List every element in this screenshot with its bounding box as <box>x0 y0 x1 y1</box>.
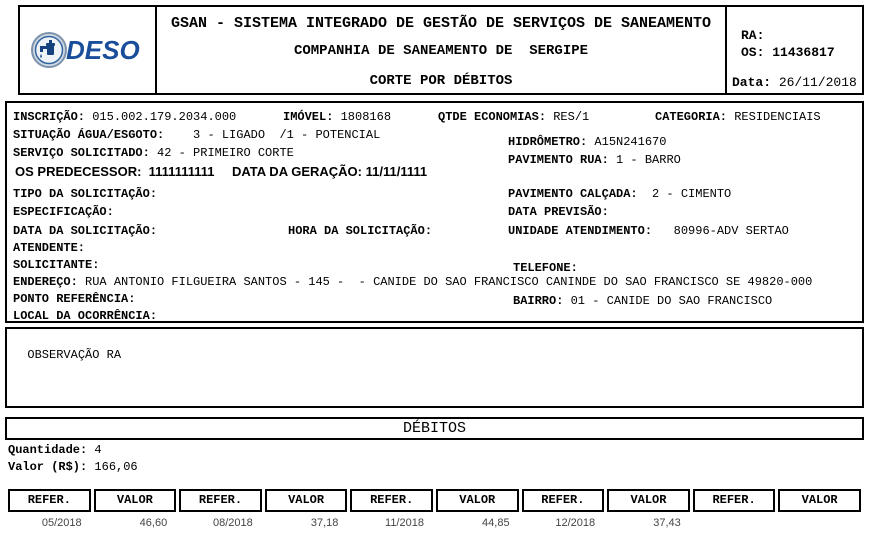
debitos-col-header: VALOR <box>436 489 519 512</box>
unidade-label: UNIDADE ATENDIMENTO: <box>508 224 660 238</box>
servico-value: 42 - PRIMEIRO CORTE <box>157 146 294 160</box>
debitos-cell: 12/2018 <box>555 517 596 529</box>
system-title: GSAN - SISTEMA INTEGRADO DE GESTÃO DE SERVIÇOS DE SANEAMENTO <box>170 15 712 32</box>
field-tipo-solicitacao <box>13 187 164 201</box>
bairro-label: BAIRRO: <box>513 294 571 308</box>
field-hora-solicitacao <box>288 224 439 238</box>
especificacao-label: ESPECIFICAÇÃO: <box>13 205 122 219</box>
endereco-label: ENDEREÇO: <box>13 275 86 289</box>
field-pavimento-calcada <box>508 187 731 201</box>
situacao-value: 3 - LIGADO /1 - POTENCIAL <box>171 128 381 142</box>
data-geracao-label: DATA DA GERAÇÃO: <box>232 164 366 179</box>
pavimento-calcada-label: PAVIMENTO CALÇADA: <box>508 187 645 201</box>
field-servico <box>13 146 294 160</box>
field-local-ocorrencia <box>13 309 164 323</box>
debitos-cell: 46,60 <box>139 517 168 529</box>
service-order-info <box>5 101 864 323</box>
logo-wordmark: DESO <box>65 35 140 65</box>
servico-label: SERVIÇO SOLICITADO: <box>13 146 158 160</box>
debitos-col-header: REFER. <box>522 489 605 512</box>
field-imovel <box>283 110 391 124</box>
field-data-solicitacao <box>13 224 164 238</box>
hidrometro-value: A15N241670 <box>594 135 667 149</box>
debitos-table-header-row <box>8 489 861 512</box>
os-predecessor-label: OS PREDECESSOR: <box>15 164 149 179</box>
valor-value: 166,06 <box>94 460 138 474</box>
debitos-col-header: REFER. <box>350 489 433 512</box>
os-number <box>741 45 835 60</box>
quantidade-label: Quantidade: <box>8 443 95 457</box>
debitos-cell: 11/2018 <box>385 517 424 529</box>
pavimento-rua-label: PAVIMENTO RUA: <box>508 153 617 167</box>
telefone-label: TELEFONE: <box>513 261 586 275</box>
situacao-label: SITUAÇÃO ÁGUA/ESGOTO: <box>13 128 172 142</box>
field-os-predecessor <box>15 164 215 179</box>
categoria-label: CATEGORIA: <box>655 110 735 124</box>
observacao-label: OBSERVAÇÃO RA <box>27 348 122 362</box>
field-hidrometro <box>508 135 666 149</box>
os-value: 11436817 <box>772 45 835 60</box>
field-telefone <box>513 261 585 275</box>
valor-label: Valor (R$): <box>8 460 95 474</box>
debitos-table-data-row <box>8 514 861 529</box>
field-atendente <box>13 241 92 255</box>
bairro-value: 01 - CANIDE DO SAO FRANCISCO <box>570 294 773 308</box>
local-ocorrencia-label: LOCAL DA OCORRÊNCIA: <box>13 309 165 323</box>
field-inscricao <box>13 110 236 124</box>
data-geracao-value: 11/11/1111 <box>365 164 428 179</box>
debitos-col-header: REFER. <box>179 489 262 512</box>
ra-os-data-cell <box>725 7 862 93</box>
title-cell <box>157 7 725 93</box>
field-pavimento-rua <box>508 153 681 167</box>
debitos-col-header: VALOR <box>265 489 348 512</box>
date-value: 26/11/2018 <box>778 75 857 90</box>
hora-solicitacao-label: HORA DA SOLICITAÇÃO: <box>288 224 440 238</box>
os-label: OS: <box>741 45 773 60</box>
pavimento-calcada-value: 2 - CIMENTO <box>644 187 732 201</box>
debitos-col-header: VALOR <box>607 489 690 512</box>
field-ponto-referencia <box>13 292 143 306</box>
date-label: Data: <box>732 75 779 90</box>
debitos-quantidade <box>8 443 102 457</box>
tipo-label: TIPO DA SOLICITAÇÃO: <box>13 187 165 201</box>
ra-label: RA: <box>741 28 765 43</box>
field-data-geracao <box>232 164 427 179</box>
debitos-cell: 05/2018 <box>41 517 82 529</box>
debitos-section-header <box>5 417 864 440</box>
debitos-col-header: VALOR <box>94 489 177 512</box>
field-endereco <box>13 275 812 289</box>
categoria-value: RESIDENCIAIS <box>734 110 821 124</box>
pavimento-rua-value: 1 - BARRO <box>616 153 681 167</box>
os-predecessor-value: 1111111111 <box>148 164 215 179</box>
debitos-cell: 44,85 <box>482 517 510 529</box>
report-date <box>732 75 857 90</box>
report-title: CORTE POR DÉBITOS <box>369 73 513 89</box>
deso-logo <box>28 26 148 74</box>
qtde-label: QTDE ECONOMIAS: <box>438 110 554 124</box>
field-categoria <box>655 110 821 124</box>
debitos-table <box>8 489 861 529</box>
debitos-cell: 37,43 <box>653 517 681 529</box>
imovel-label: IMÓVEL: <box>283 110 341 124</box>
debitos-col-header: REFER. <box>693 489 776 512</box>
debitos-title: DÉBITOS <box>402 420 466 437</box>
debitos-cell: 08/2018 <box>213 517 253 529</box>
imovel-value: 1808168 <box>340 110 392 124</box>
debitos-valor <box>8 460 138 474</box>
logo-cell <box>20 7 157 93</box>
debitos-col-header: VALOR <box>778 489 861 512</box>
report-header <box>18 5 864 95</box>
ponto-referencia-label: PONTO REFERÊNCIA: <box>13 292 143 306</box>
qtde-value: RES/1 <box>553 110 590 124</box>
field-situacao <box>13 128 380 142</box>
unidade-value: 80996-ADV SERTAO <box>659 224 789 238</box>
debitos-cell <box>778 514 861 529</box>
observacao-ra-box <box>5 327 864 408</box>
inscricao-value: 015.002.179.2034.000 <box>92 110 237 124</box>
company-title: COMPANHIA DE SANEAMENTO DE SERGIPE <box>293 43 589 59</box>
field-especificacao <box>13 205 121 219</box>
field-solicitante <box>13 258 107 272</box>
debitos-col-header: REFER. <box>8 489 91 512</box>
quantidade-value: 4 <box>94 443 102 457</box>
field-qtde-economias <box>438 110 589 124</box>
endereco-value: RUA ANTONIO FILGUEIRA SANTOS - 145 - - CANIDE DO SAO FRANCISCO CANINDE DO SAO FRANCISCO SE 49820-000 <box>85 275 813 289</box>
data-previsao-label: DATA PREVISÃO: <box>508 205 617 219</box>
debitos-cell <box>693 514 776 529</box>
field-data-previsao <box>508 205 616 219</box>
data-solicitacao-label: DATA DA SOLICITAÇÃO: <box>13 224 165 238</box>
inscricao-label: INSCRIÇÃO: <box>13 110 93 124</box>
debitos-cell: 37,18 <box>310 517 339 529</box>
solicitante-label: SOLICITANTE: <box>13 258 107 272</box>
field-bairro <box>513 294 772 308</box>
atendente-label: ATENDENTE: <box>13 241 93 255</box>
hidrometro-label: HIDRÔMETRO: <box>508 135 595 149</box>
field-unidade-atendimento <box>508 224 789 238</box>
